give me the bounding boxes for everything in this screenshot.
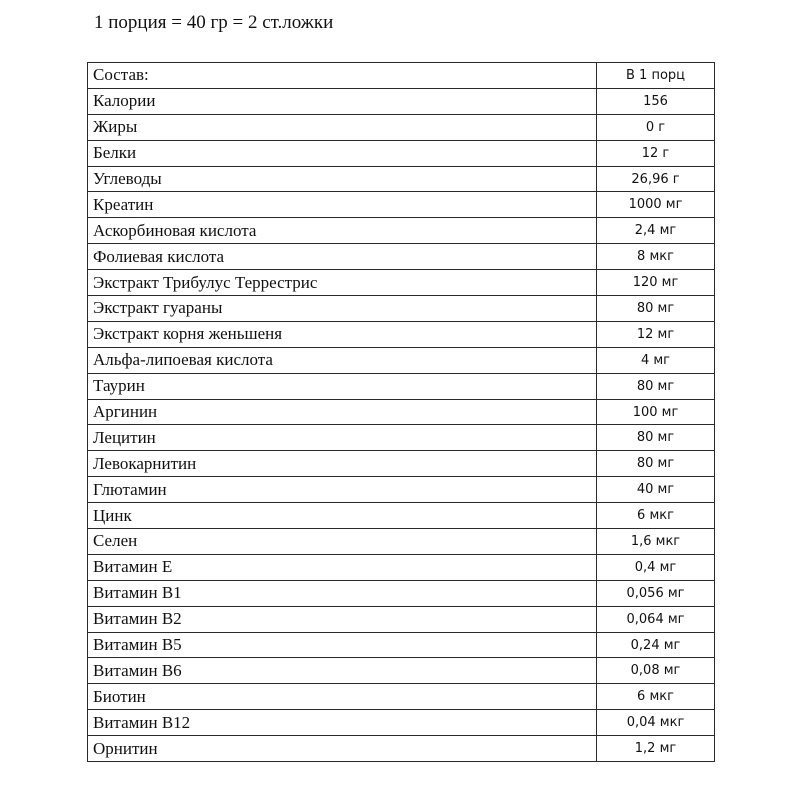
ingredient-name: Глютамин xyxy=(88,477,597,503)
table-row xyxy=(88,736,715,762)
ingredient-amount: 100 мг xyxy=(597,399,715,425)
ingredient-name: Цинк xyxy=(88,503,597,529)
ingredient-name: Калории xyxy=(88,88,597,114)
table-row xyxy=(88,347,715,373)
ingredient-amount: 0,064 мг xyxy=(597,606,715,632)
ingredient-name: Жиры xyxy=(88,114,597,140)
table-row xyxy=(88,321,715,347)
ingredient-name: Селен xyxy=(88,529,597,555)
table-row xyxy=(88,710,715,736)
table-row xyxy=(88,114,715,140)
table-row xyxy=(88,270,715,296)
header-composition: Состав: xyxy=(88,63,597,89)
ingredient-name: Витамин E xyxy=(88,554,597,580)
ingredient-amount: 0,08 мг xyxy=(597,658,715,684)
table-row xyxy=(88,218,715,244)
ingredient-amount: 0,056 мг xyxy=(597,580,715,606)
ingredient-amount: 6 мкг xyxy=(597,503,715,529)
table-row xyxy=(88,296,715,322)
ingredient-amount: 80 мг xyxy=(597,373,715,399)
ingredient-amount: 80 мг xyxy=(597,451,715,477)
ingredient-amount: 8 мкг xyxy=(597,244,715,270)
ingredient-name: Витамин B1 xyxy=(88,580,597,606)
table-row xyxy=(88,632,715,658)
table-row xyxy=(88,554,715,580)
serving-size-text: 1 порция = 40 гр = 2 ст.ложки xyxy=(94,12,334,33)
table-row xyxy=(88,580,715,606)
ingredient-amount: 1,6 мкг xyxy=(597,529,715,555)
ingredient-name: Аргинин xyxy=(88,399,597,425)
ingredient-amount: 0 г xyxy=(597,114,715,140)
ingredient-name: Таурин xyxy=(88,373,597,399)
ingredient-amount: 2,4 мг xyxy=(597,218,715,244)
table-row xyxy=(88,140,715,166)
ingredient-amount: 26,96 г xyxy=(597,166,715,192)
ingredient-name: Белки xyxy=(88,140,597,166)
ingredient-amount: 120 мг xyxy=(597,270,715,296)
ingredient-name: Витамин B5 xyxy=(88,632,597,658)
ingredient-amount: 6 мкг xyxy=(597,684,715,710)
ingredient-amount: 80 мг xyxy=(597,296,715,322)
table-row xyxy=(88,477,715,503)
ingredient-amount: 0,04 мкг xyxy=(597,710,715,736)
ingredient-name: Экстракт Трибулус Террестрис xyxy=(88,270,597,296)
table-row xyxy=(88,529,715,555)
ingredient-name: Экстракт корня женьшеня xyxy=(88,321,597,347)
ingredient-amount: 0,4 мг xyxy=(597,554,715,580)
ingredient-amount: 12 г xyxy=(597,140,715,166)
ingredient-amount: 1,2 мг xyxy=(597,736,715,762)
ingredient-name: Фолиевая кислота xyxy=(88,244,597,270)
table-row xyxy=(88,503,715,529)
ingredient-name: Орнитин xyxy=(88,736,597,762)
table-row xyxy=(88,399,715,425)
ingredient-amount: 40 мг xyxy=(597,477,715,503)
ingredient-name: Биотин xyxy=(88,684,597,710)
ingredient-name: Альфа-липоевая кислота xyxy=(88,347,597,373)
table-row xyxy=(88,373,715,399)
ingredient-amount: 156 xyxy=(597,88,715,114)
table-row xyxy=(88,192,715,218)
table-row xyxy=(88,606,715,632)
ingredient-amount: 12 мг xyxy=(597,321,715,347)
table-row xyxy=(88,658,715,684)
ingredient-name: Углеводы xyxy=(88,166,597,192)
table-header-row xyxy=(88,63,715,89)
table-row xyxy=(88,425,715,451)
header-per-serving: В 1 порц xyxy=(597,63,715,89)
ingredient-amount: 80 мг xyxy=(597,425,715,451)
ingredient-name: Аскорбиновая кислота xyxy=(88,218,597,244)
ingredient-name: Витамин B12 xyxy=(88,710,597,736)
table-row xyxy=(88,166,715,192)
ingredient-name: Витамин B2 xyxy=(88,606,597,632)
ingredient-name: Лецитин xyxy=(88,425,597,451)
ingredient-amount: 0,24 мг xyxy=(597,632,715,658)
nutrition-table-body xyxy=(88,63,715,762)
ingredient-amount: 4 мг xyxy=(597,347,715,373)
table-row xyxy=(88,88,715,114)
ingredient-name: Левокарнитин xyxy=(88,451,597,477)
ingredient-name: Креатин xyxy=(88,192,597,218)
ingredient-name: Экстракт гуараны xyxy=(88,296,597,322)
nutrition-table xyxy=(87,62,715,762)
table-row xyxy=(88,244,715,270)
ingredient-name: Витамин B6 xyxy=(88,658,597,684)
table-row xyxy=(88,684,715,710)
table-row xyxy=(88,451,715,477)
ingredient-amount: 1000 мг xyxy=(597,192,715,218)
